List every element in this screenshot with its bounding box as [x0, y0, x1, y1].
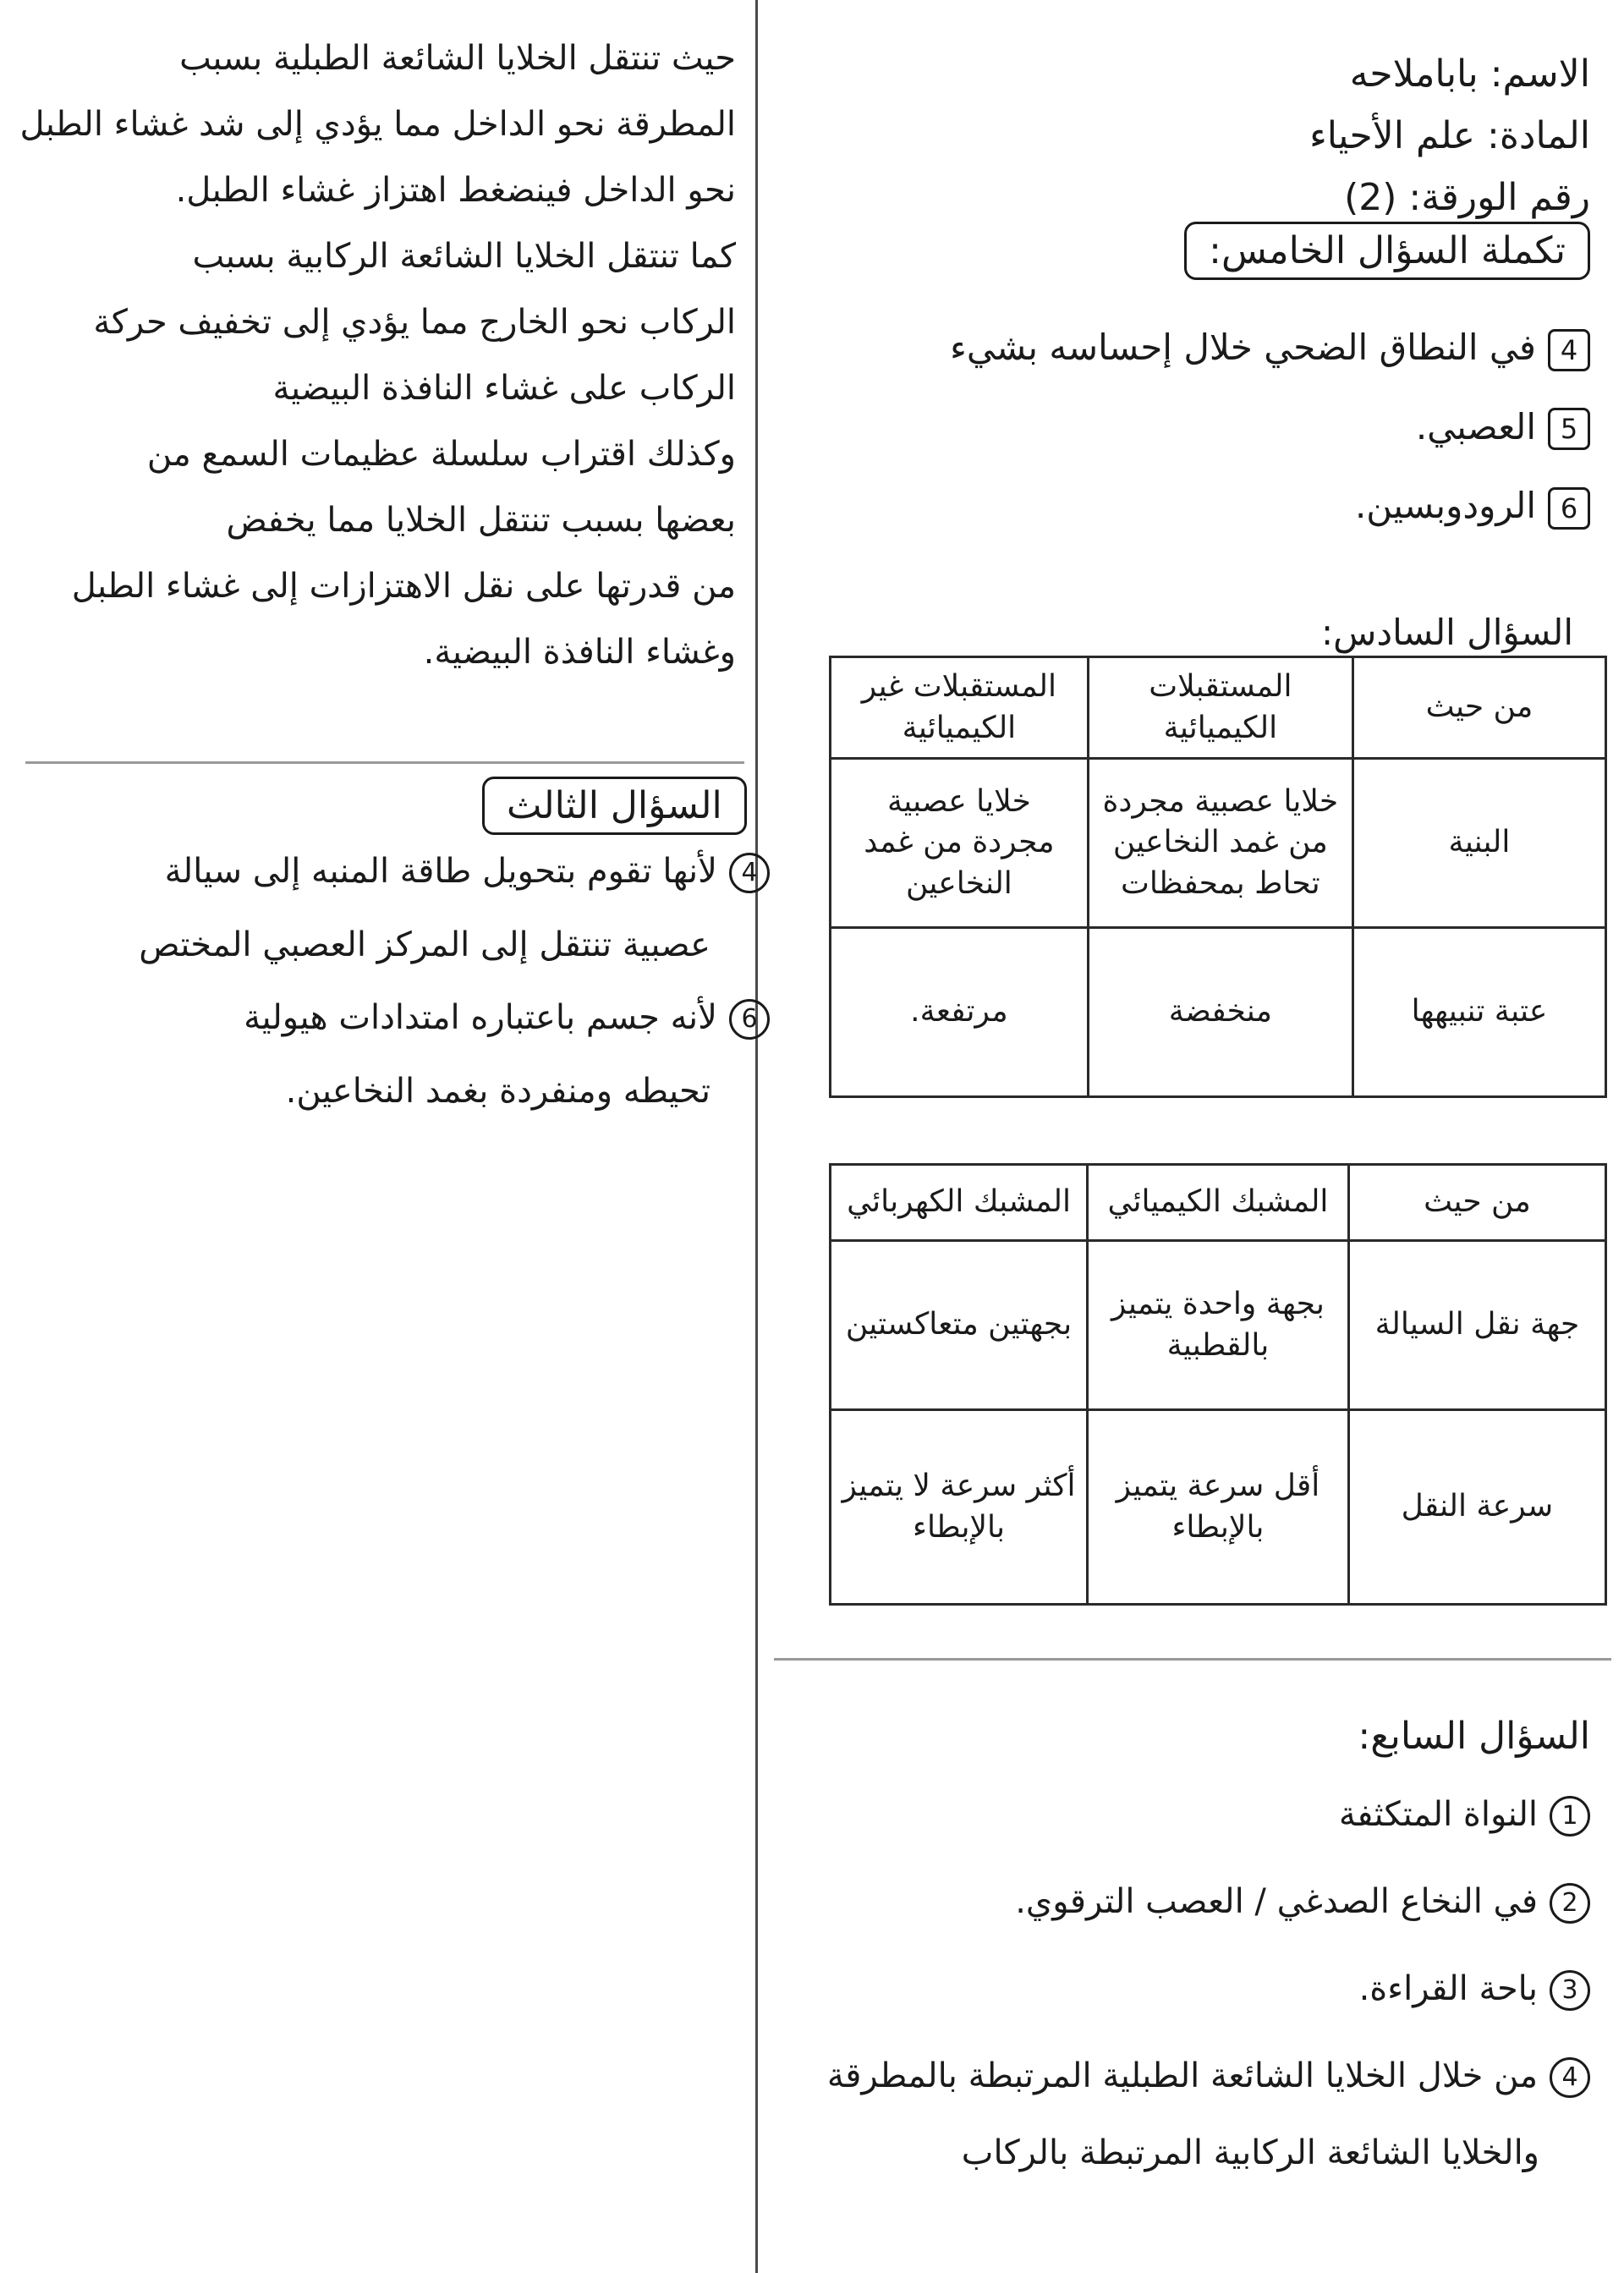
item-text: الرودوبسين. [1354, 485, 1536, 526]
table-row [831, 1241, 1606, 1410]
table-header: من حيث [1352, 657, 1605, 759]
left-paragraph [19, 25, 736, 685]
q7-items [744, 1793, 1590, 2174]
item-text: والخلايا الشائعة الركابية المرتبطة بالركاب [961, 2133, 1539, 2172]
q7-item [744, 1880, 1590, 1924]
paragraph-line: المطرقة نحو الداخل مما يؤدي إلى شد غشاء الطبل [19, 105, 736, 144]
q3-items [25, 850, 770, 1112]
table-cell: مرتفعة. [831, 928, 1089, 1097]
item-number: 3 [1550, 1970, 1590, 2011]
q7-item [744, 1793, 1590, 1837]
table-header: من حيث [1348, 1165, 1605, 1241]
q3-item [25, 996, 770, 1040]
table-cell: بجهة واحدة يتميز بالقطبية [1088, 1241, 1349, 1410]
item-text: في النطاق الضحي خلال إحساسه بشيء [950, 327, 1536, 368]
table-row [831, 1410, 1606, 1605]
item-number: 4 [1550, 2057, 1590, 2098]
item-number: 4 [1548, 329, 1590, 371]
paragraph-line: الركاب على غشاء النافذة البيضية [272, 369, 736, 408]
table-cell: بجهتين متعاكستين [831, 1241, 1088, 1410]
paragraph-line: كما تنتقل الخلايا الشائعة الركابية بسبب [192, 237, 736, 276]
q6-table-receptors [829, 656, 1607, 1098]
subject-name: المادة: علم الأحياء [1309, 114, 1590, 157]
student-name: الاسم: باباملاحه [1349, 52, 1590, 96]
table-cell: خلايا عصبية مجردة من غمد النخاعين تحاط بمحفظات [1088, 759, 1352, 928]
q7-item [744, 1968, 1590, 2011]
item-text: النواة المتكثفة [1338, 1795, 1538, 1834]
item-text: عصبية تنتقل إلى المركز العصبي المختص [139, 925, 710, 964]
item-text: لأنه جسم باعتباره امتدادات هيولية [244, 998, 717, 1037]
q3-item [25, 924, 770, 966]
table-cell: البنية [1352, 759, 1605, 928]
table-cell: سرعة النقل [1348, 1410, 1605, 1605]
table-cell: عتبة تنبيهها [1352, 928, 1605, 1097]
q5-item [863, 326, 1590, 371]
table-header: المشبك الكهربائي [831, 1165, 1088, 1241]
q3-item [25, 850, 770, 893]
paragraph-line: وغشاء النافذة البيضية. [423, 633, 736, 672]
q5-item [863, 484, 1590, 530]
q5-items [863, 326, 1590, 530]
table-row [831, 759, 1606, 928]
q5-item [863, 405, 1590, 451]
item-text: من خلال الخلايا الشائعة الطبلية المرتبطة بالمطرقة [826, 2056, 1538, 2095]
item-number: 4 [729, 853, 770, 893]
table-row [831, 928, 1606, 1097]
section-rule [25, 761, 744, 764]
table-cell: أقل سرعة يتميز بالإبطاء [1088, 1410, 1349, 1605]
item-text: باحة القراءة. [1358, 1969, 1538, 2008]
table-header: المستقبلات غير الكيميائية [831, 657, 1089, 759]
paragraph-line: وكذلك اقتراب سلسلة عظيمات السمع من [146, 435, 736, 474]
item-number: 1 [1550, 1796, 1590, 1837]
table-header: المشبك الكيميائي [1088, 1165, 1349, 1241]
sheet-number: رقم الورقة: (2) [1344, 176, 1590, 219]
item-number: 5 [1548, 408, 1590, 450]
q7-item [744, 2055, 1590, 2098]
paragraph-line: بعضها بسبب تنتقل الخلايا مما يخفض [226, 501, 736, 540]
paragraph-line: حيث تنتقل الخلايا الشائعة الطبلية بسبب [179, 39, 736, 78]
item-text: في النخاع الصدغي / العصب الترقوي. [1015, 1882, 1538, 1921]
item-number: 6 [1548, 487, 1590, 530]
item-text: لأنها تقوم بتحويل طاقة المنبه إلى سيالة [164, 852, 717, 891]
q3-title: السؤال الثالث [482, 777, 747, 835]
q6-table-synapses [829, 1163, 1607, 1606]
table-cell: خلايا عصبية مجردة من غمد النخاعين [831, 759, 1089, 928]
table-header: المستقبلات الكيميائية [1088, 657, 1352, 759]
table-cell: منخفضة [1088, 928, 1352, 1097]
item-text: العصبي. [1415, 405, 1536, 447]
item-number: 2 [1550, 1883, 1590, 1924]
paragraph-line: الركاب نحو الخارج مما يؤدي إلى تخفيف حركة [93, 303, 736, 342]
section-rule [774, 1658, 1611, 1661]
item-number: 6 [729, 999, 770, 1040]
header-block [947, 51, 1590, 236]
q7-item [744, 2132, 1590, 2174]
table-cell: جهة نقل السيالة [1348, 1241, 1605, 1410]
table-cell: أكثر سرعة لا يتميز بالإبطاء [831, 1410, 1088, 1605]
q3-item [25, 1070, 770, 1112]
paragraph-line: نحو الداخل فينضغط اهتزاز غشاء الطبل. [175, 171, 736, 210]
item-text: تحيطه ومنفردة بغمد النخاعين. [285, 1072, 710, 1111]
paragraph-line: من قدرتها على نقل الاهتزازات إلى غشاء الطبل [71, 567, 736, 606]
q6-title: السؤال السادس: [1320, 612, 1573, 653]
q7-title: السؤال السابع: [1358, 1715, 1590, 1758]
q5-title: تكملة السؤال الخامس: [1184, 222, 1590, 280]
